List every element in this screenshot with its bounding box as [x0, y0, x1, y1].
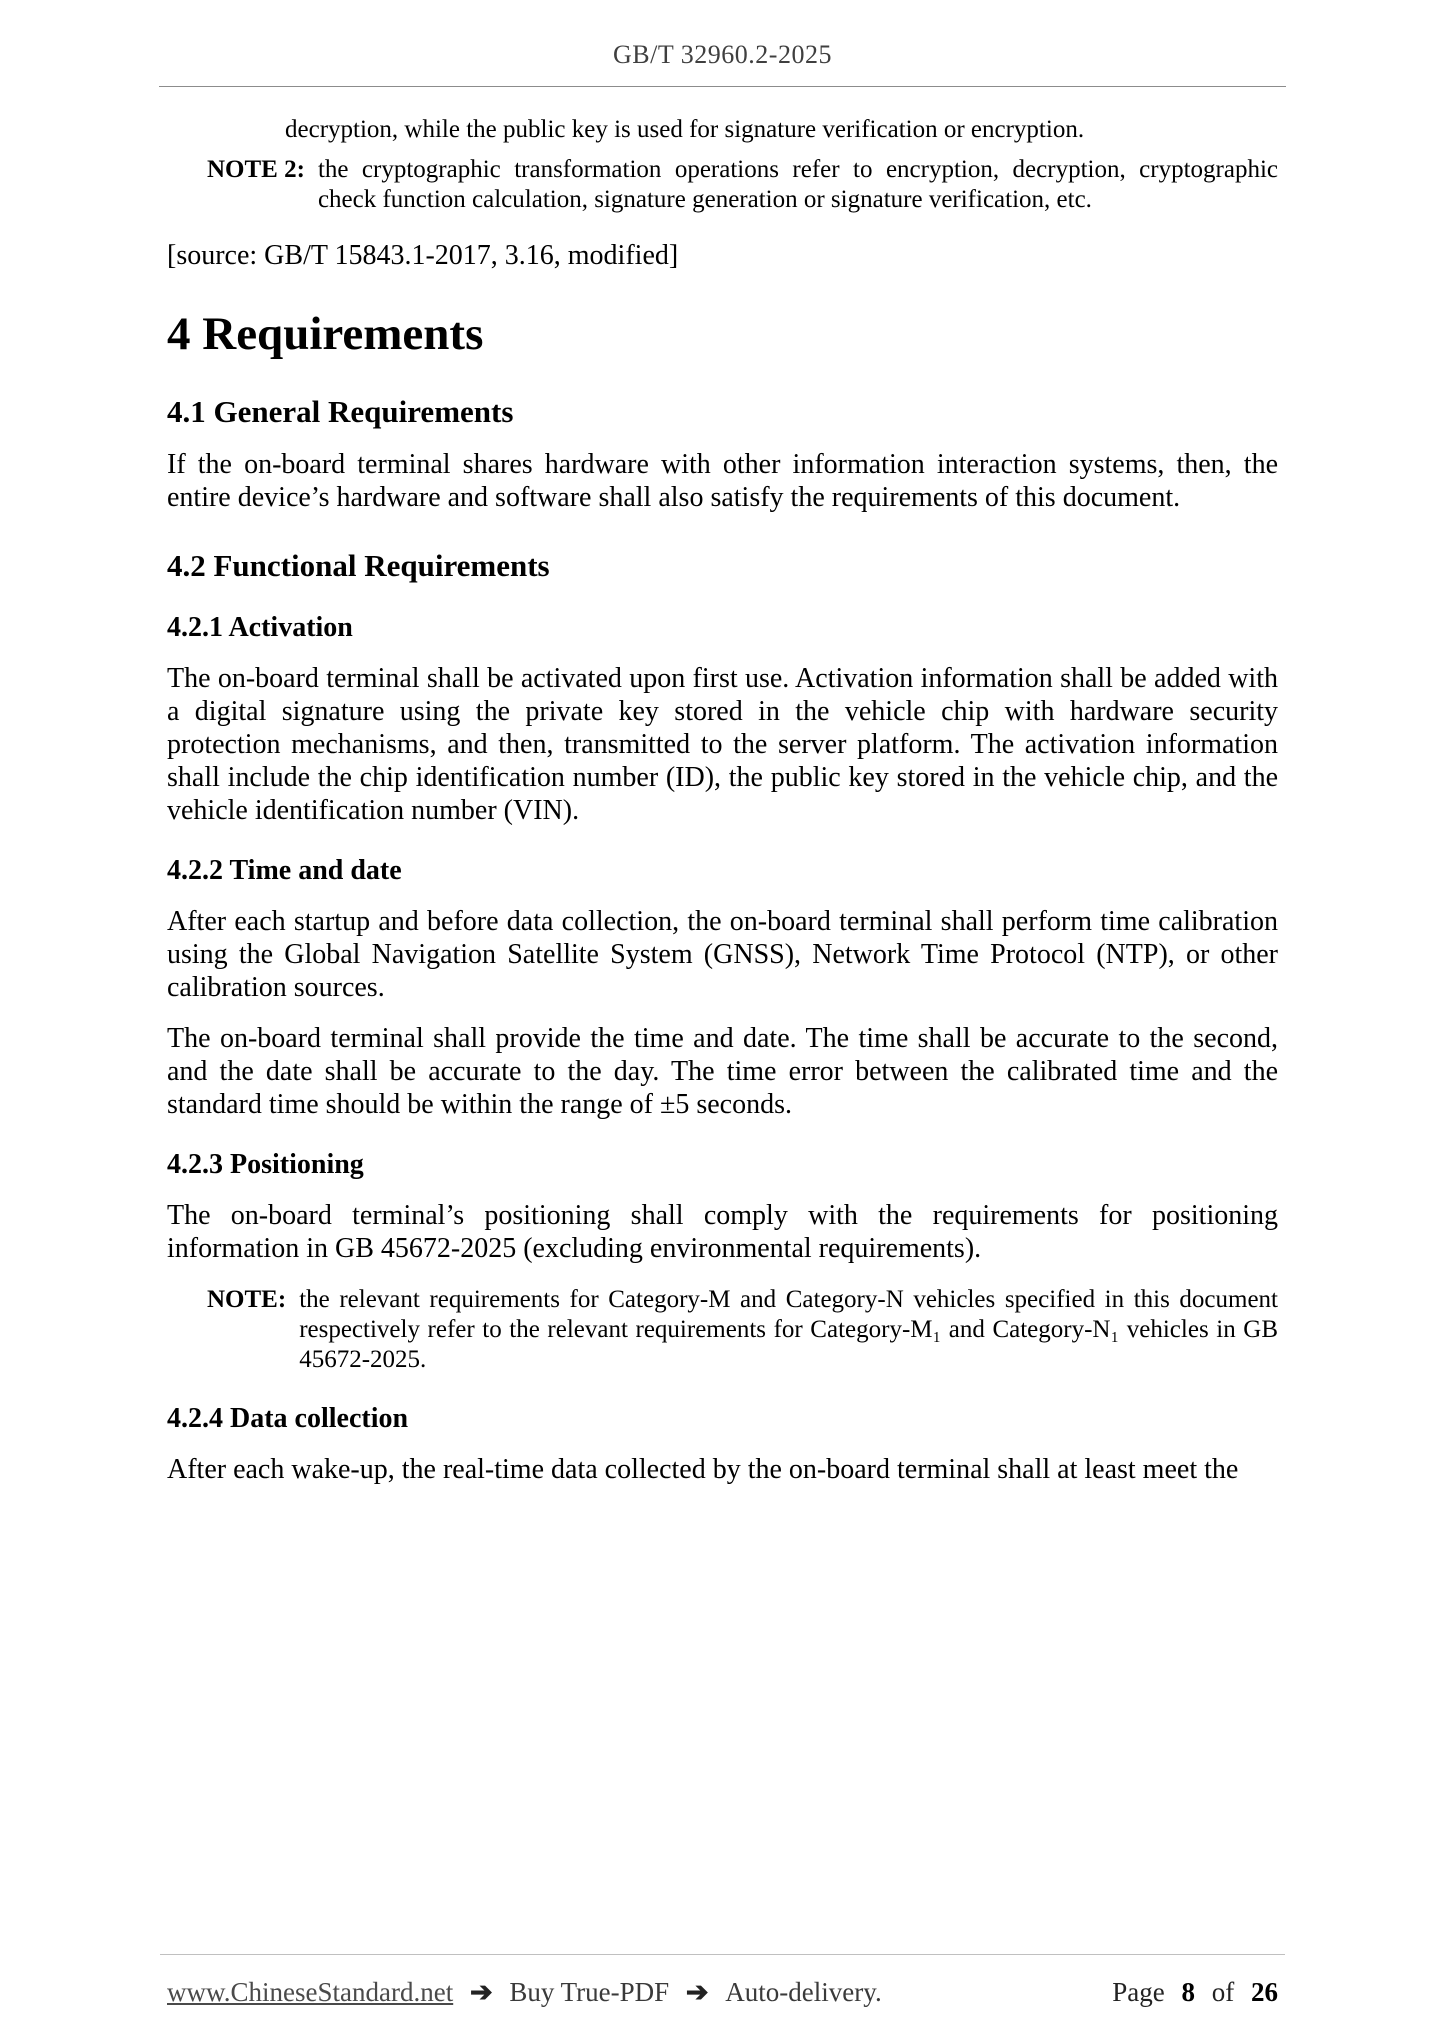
page-footer	[160, 1954, 1285, 2008]
page-header	[167, 40, 1278, 70]
subsection-heading-4-2-1: 4.2.1 Activation	[167, 612, 353, 643]
para-4-1: If the on-board terminal shares hardware with other information interaction systems, then, the entire device’s hardware and software shall also satisfy the requirements of this document.	[167, 449, 1278, 513]
section-heading-4-1: 4.1 General Requirements	[167, 394, 514, 429]
para-4-2-1: The on-board terminal shall be activated upon first use. Activation information shall be added with a digital signature using the private key stored in the vehicle chip with hardware security protection mechanisms, and then, transmitted to the server platform. The activation information shall include the chip identification number (ID), the public key stored in the vehicle chip, and the vehicle identification number (VIN).	[167, 663, 1278, 826]
note2-label: NOTE 2:	[207, 156, 305, 183]
source-reference: [source: GB/T 15843.1-2017, 3.16, modified]	[167, 240, 679, 271]
page-number: 8	[1181, 1977, 1195, 2007]
note-block-4-2-3	[167, 1285, 1278, 1375]
page-total: 26	[1251, 1977, 1278, 2007]
footer-delivery-text: Auto-delivery.	[725, 1977, 882, 2007]
footer-divider	[160, 1954, 1285, 1955]
note1-continuation-text: decryption, while the public key is used for signature verification or encryption.	[285, 116, 1085, 143]
page-label: Page	[1112, 1977, 1165, 2007]
footer-info	[167, 1977, 882, 2008]
section-heading-4-2: 4.2 Functional Requirements	[167, 548, 550, 583]
of-label: of	[1211, 1977, 1235, 2007]
header-divider	[159, 86, 1286, 87]
arrow-right-icon: ➔	[469, 1977, 493, 2007]
note-text: the relevant requirements for Category-M and Category-N vehicles specified in this document respectively refer to the relevant requirements for Category-M₁ and Category-N₁ vehicles in GB 45672-2025.	[299, 1286, 1278, 1373]
subsection-heading-4-2-2: 4.2.2 Time and date	[167, 855, 402, 886]
footer-buy-text: Buy True-PDF	[509, 1977, 670, 2007]
para-4-2-2-a: After each startup and before data collection, the on-board terminal shall perform time calibration using the Global Navigation Satellite System (GNSS), Network Time Protocol (NTP), or other calibration sources.	[167, 906, 1278, 1003]
subsection-heading-4-2-3: 4.2.3 Positioning	[167, 1149, 364, 1180]
chapter-heading: 4 Requirements	[167, 308, 484, 360]
note2-text: the cryptographic transformation operations refer to encryption, decryption, cryptographic check function calculation, signature generation or signature verification, etc.	[317, 156, 1278, 213]
note2-block	[167, 155, 1278, 215]
doc-number: GB/T 32960.2-2025	[613, 40, 832, 69]
footer-site-link[interactable]: www.ChineseStandard.net	[167, 1977, 454, 2007]
footer-page-indicator	[1112, 1977, 1278, 2008]
subsection-heading-4-2-4: 4.2.4 Data collection	[167, 1403, 409, 1434]
para-4-2-2-b: The on-board terminal shall provide the time and date. The time shall be accurate to the second, and the date shall be accurate to the day. The time error between the calibrated time and the standard time should be within the range of ±5 seconds.	[167, 1023, 1278, 1120]
note-label: NOTE:	[207, 1286, 287, 1313]
para-4-2-3: The on-board terminal’s positioning shall comply with the requirements for positioning information in GB 45672-2025 (excluding environmental requirements).	[167, 1200, 1278, 1264]
arrow-right-icon: ➔	[685, 1977, 709, 2007]
para-4-2-4: After each wake-up, the real-time data collected by the on-board terminal shall at least meet the	[167, 1454, 1239, 1485]
